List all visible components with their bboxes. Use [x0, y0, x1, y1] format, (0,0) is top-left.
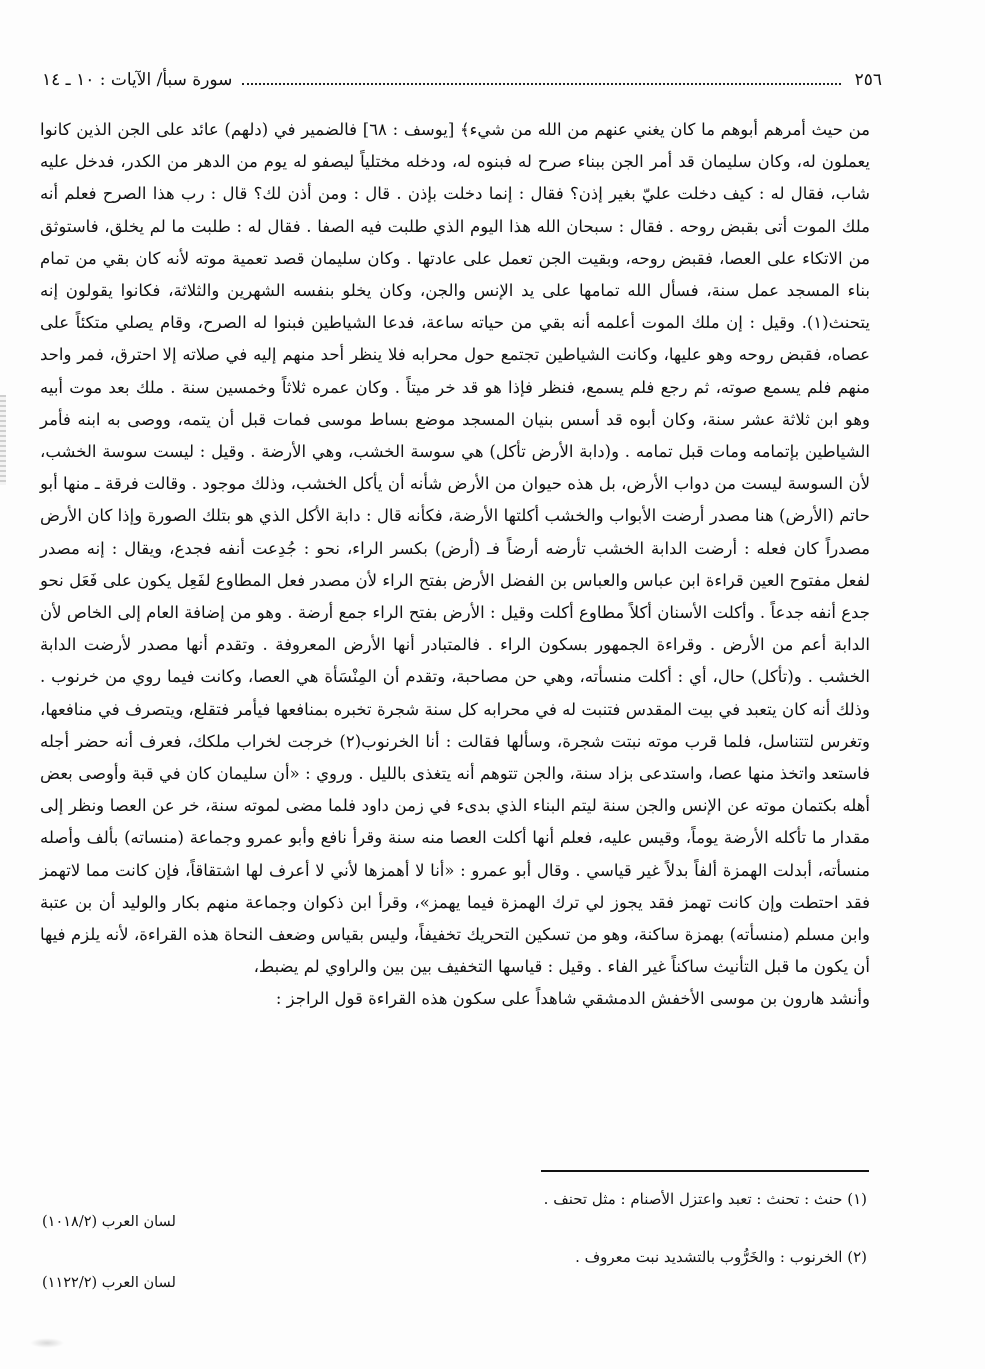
footnote-2-reference: لسان العرب (١١٢٢/٢)	[42, 1275, 176, 1291]
body-paragraph: من حيث أمرهم أبوهم ما كان يغني عنهم من الله من شيء﴾ [يوسف : ٦٨] فالضمير في (دلهم) عائد على الجن الذين كانوا يعملون له، وكان سليمان قد أمر الجن ببناء صرح له فبنوه له، ودخله مختلياً ليصفو له يوم من الدهر من الكدر، فدخل عليه شاب، فقال له : كيف دخلت عليّ بغير إذن؟ فقال : إنما دخلت بإذن . قال : ومن أذن لك؟ قال : رب هذا الصرح فعلم أنه ملك الموت أتى بقبض روحه . فقال : سبحان الله هذا اليوم الذي طلبت فيه الصفا . فقال له : طلبت ما لم يخلق، فاستوثق من الاتكاء على العصا، فقبض روحه، وبقيت الجن تعمل على عادتها . وكان سليمان قصد تعمية موته لأنه كان بقي من تمام بناء المسجد عمل سنة، فسأل الله تمامها على يد الإنس والجن، وكان يخلو بنفسه الشهرين والثلاثة، فكانوا يقولون إنه يتحنث(١). وقيل : إن ملك الموت أعلمه أنه بقي من حياته ساعة، فدعا الشياطين فبنوا له الصرح، وقام يصلي متكئاً على عصاه، فقبض روحه وهو عليها، وكانت الشياطين تجتمع حول محرابه فلا ينظر أحد منهم إليه في صلاته إلا احترق، فمر واحد منهم فلم يسمع صوته، ثم رجع فلم يسمع، فنظر فإذا هو قد خر ميتاً . وكان عمره ثلاثاً وخمسين سنة . ملك بعد موت أبيه وهو ابن ثلاثة عشر سنة، وكان أبوه قد أسس بنيان المسجد موضع بساط موسى فمات قبل أن يتمه، ووصى به ابنه فأمر الشياطين بإتمامه ومات قبل تمامه . و(دابة الأرض تأكل) هي سوسة الخشب، وهي الأرضة . وقيل : ليست سوسة الخشب، لأن السوسة ليست من دواب الأرض، بل هذه حيوان من الأرض شأنه أن يأكل الخشب، وذلك موجود . وقالت فرقة ـ منها أبو حاتم (الأرض) هنا مصدر أرضت الأبواب والخشب أكلتها الأرضة، فكأنه قال : دابة الأكل الذي هو بتلك الصورة وإذا كان الأرض مصدراً كان فعله : أرضت الدابة الخشب تأرضه أرضاً فـ (أرض) بكسر الراء، نحو : جُدِعت أنفه فجدع، ويقال : إنه مصدر لفعل مفتوح العين قراءة ابن عباس والعباس بن الفضل الأرض بفتح الراء لأن مصدر فعل المطاوع لفَعِل يكون على فَعَل نحو جدع أنفه جدعاً . وأكلت الأسنان أكلاً مطاوع أكلت وقيل : الأرض بفتح الراء جمع أرضة . وهو من إضافة العام إلى الخاص لأن الدابة أعم من الأرض . وقراءة الجمهور بسكون الراء . فالمتبادر أنها الأرض المعروفة . وتقدم أنها مصدر لأرضت الدابة الخشب . و(تأكل) حال، أي : أكلت منسأته، وهي حن مصاحبة، وتقدم أن المِنْسَأة هي العصا، وكانت فيما روي من خرنوب . وذلك أنه كان يتعبد في بيت المقدس فتنبت له في محرابه كل سنة شجرة تخبره بمنافعها فيأمر فتقلع، ويتصرف في منافعها، وتغرس لتتناسل، فلما قرب موته نبتت شجرة، وسألها فقالت : أنا الخرنوب(٢) خرجت لخراب ملكك، فعرف أنه حضر أجله فاستعد واتخذ منها عصا، واستدعى بزاد سنة، والجن تتوهم أنه يتغذى بالليل . وروي : «أن سليمان كان في قبة وأوصى بعض أهله بكتمان موته عن الإنس والجن سنة ليتم البناء الذي بدىء في زمن داود فلما مضى لموته سنة، خر عن العصا ونظر إلى مقدار ما تأكله الأرضة يوماً، وقيس عليه، فعلم أنها أكلت العصا منه سنة وقرأ نافع وأبو عمرو وجماعة (منساته) بألف وأصله منسأته، أبدلت الهمزة ألفاً بدلاً غير قياسي . وقال أبو عمرو : «أنا لا أهمزها لأني لا أعرف لها اشتقاقاً، فإن كانت مما لاتهمز فقد احتطت وإن كانت تهمز فقد يجوز لي ترك الهمزة فيما يهمز»، وقرأ ابن ذكوان وجماعة منهم بكار والوليد أن بن عتبة وابن مسلم (منسأته) بهمزة ساكنة، وهو من تسكين التحريك تخفيفاً، وليس بقياس وضعف النحاة هذه القراءة، لأنه يلزم فيها أن يكون ما قبل التأنيث ساكناً غير الفاء . وقيل : قياسها التخفيف بين بين والراوي لم يضبط،	[40, 120, 870, 977]
page-header	[42, 66, 882, 94]
main-text-block	[40, 114, 870, 1016]
scan-smudge	[30, 1338, 64, 1348]
page-number: ٢٥٦	[854, 70, 882, 90]
footnote-1-reference: لسان العرب (١٠١٨/٢)	[42, 1214, 176, 1230]
running-title: سورة سبأ/ الآيات : ١٠ ـ ١٤	[42, 70, 233, 90]
footnote-1: (١) حنث : تحنث : تعبد واعتزل الأصنام : مثل تحنف .	[543, 1190, 867, 1208]
scan-edge-artifact	[0, 395, 6, 485]
header-dotted-leader	[242, 83, 840, 85]
footnote-2: (٢) الخرنوب : والخَرُّوب بالتشديد نبت معروف .	[575, 1248, 867, 1266]
body-last-line: وأنشد هارون بن موسى الأخفش الدمشقي شاهداً على سكون هذه القراءة قول الراجز :	[275, 989, 870, 1009]
footnote-separator	[541, 1170, 869, 1172]
